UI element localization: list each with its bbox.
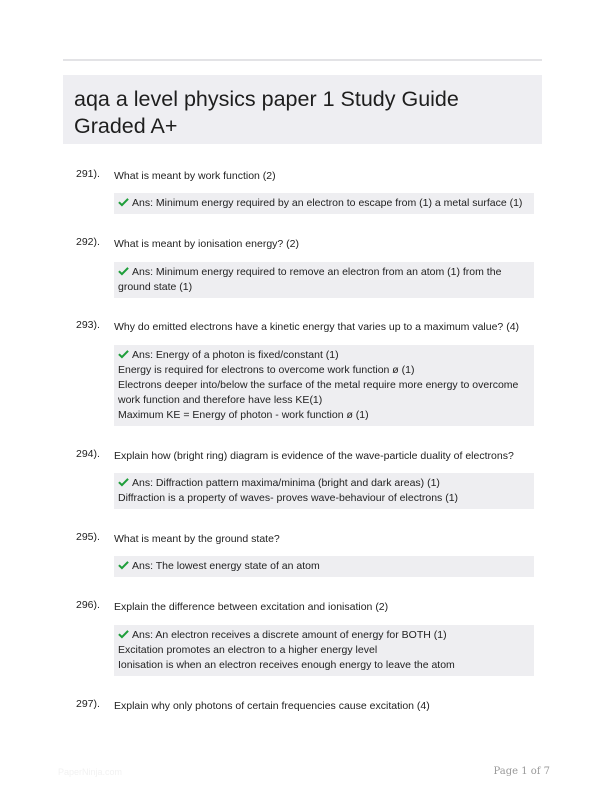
question-number: 291). — [76, 168, 100, 180]
answer-box — [114, 262, 534, 298]
answer-box — [114, 473, 534, 509]
check-icon — [118, 560, 129, 570]
answer-text: Ans: Energy of a photon is fixed/constant (1) — [132, 349, 339, 361]
page-indicator: Page 1 of 7 — [493, 766, 550, 777]
question-number: 293). — [76, 319, 100, 331]
check-icon — [118, 349, 129, 359]
page-title: aqa a level physics paper 1 Study Guide Graded A+ — [74, 87, 459, 138]
answer-line: Maximum KE = Energy of photon - work function ø (1) — [118, 409, 369, 421]
answer-text: Ans: The lowest energy state of an atom — [132, 560, 320, 572]
check-icon — [118, 477, 129, 487]
question-text: Explain why only photons of certain frequencies cause excitation (4) — [114, 700, 430, 712]
question-number: 294). — [76, 448, 100, 460]
answer-line: Diffraction is a property of waves- proves wave-behaviour of electrons (1) — [118, 492, 459, 504]
answer-line: Energy is required for electrons to overcome work function ø (1) — [118, 364, 415, 376]
check-icon — [118, 629, 129, 639]
answer-text: Ans: Minimum energy required by an electron to escape from (1) a metal surface (1) — [132, 197, 523, 209]
question-text: Explain the difference between excitation and ionisation (2) — [114, 601, 389, 613]
top-divider — [63, 59, 542, 61]
answer-line — [118, 628, 530, 643]
answer-box — [114, 625, 534, 676]
question-text: What is meant by ionisation energy? (2) — [114, 238, 300, 250]
answer-box — [114, 193, 534, 214]
question-number: 292). — [76, 236, 100, 248]
title-banner — [63, 75, 542, 144]
question-number: 297). — [76, 698, 100, 710]
question-text: What is meant by the ground state? — [114, 533, 280, 545]
question-number: 296). — [76, 599, 100, 611]
answer-box — [114, 345, 534, 426]
answer-text: Ans: Minimum energy required to remove an electron from an atom (1) from the ground state (1) — [118, 266, 502, 293]
answer-line — [118, 476, 530, 491]
answer-line — [118, 265, 530, 295]
answer-line: Ionisation is when an electron receives enough energy to leave the atom — [118, 659, 455, 671]
question-text: What is meant by work function (2) — [114, 170, 276, 182]
answer-line: Excitation promotes an electron to a higher energy level — [118, 644, 378, 656]
answer-line — [118, 196, 530, 211]
question-number: 295). — [76, 531, 100, 543]
answer-text: Ans: An electron receives a discrete amount of energy for BOTH (1) — [132, 629, 447, 641]
question-text: Explain how (bright ring) diagram is evidence of the wave-particle duality of electrons? — [114, 450, 514, 462]
question-text: Why do emitted electrons have a kinetic energy that varies up to a maximum value? (4) — [114, 321, 520, 333]
check-icon — [118, 197, 129, 207]
answer-line — [118, 348, 530, 363]
answer-text: Ans: Diffraction pattern maxima/minima (bright and dark areas) (1) — [132, 477, 440, 489]
answer-line: Electrons deeper into/below the surface of the metal require more energy to overcome work function and therefore have less KE(1) — [118, 379, 519, 406]
footer-watermark: PaperNinja.com — [58, 767, 123, 777]
answer-box — [114, 556, 534, 577]
check-icon — [118, 266, 129, 276]
answer-line — [118, 559, 530, 574]
